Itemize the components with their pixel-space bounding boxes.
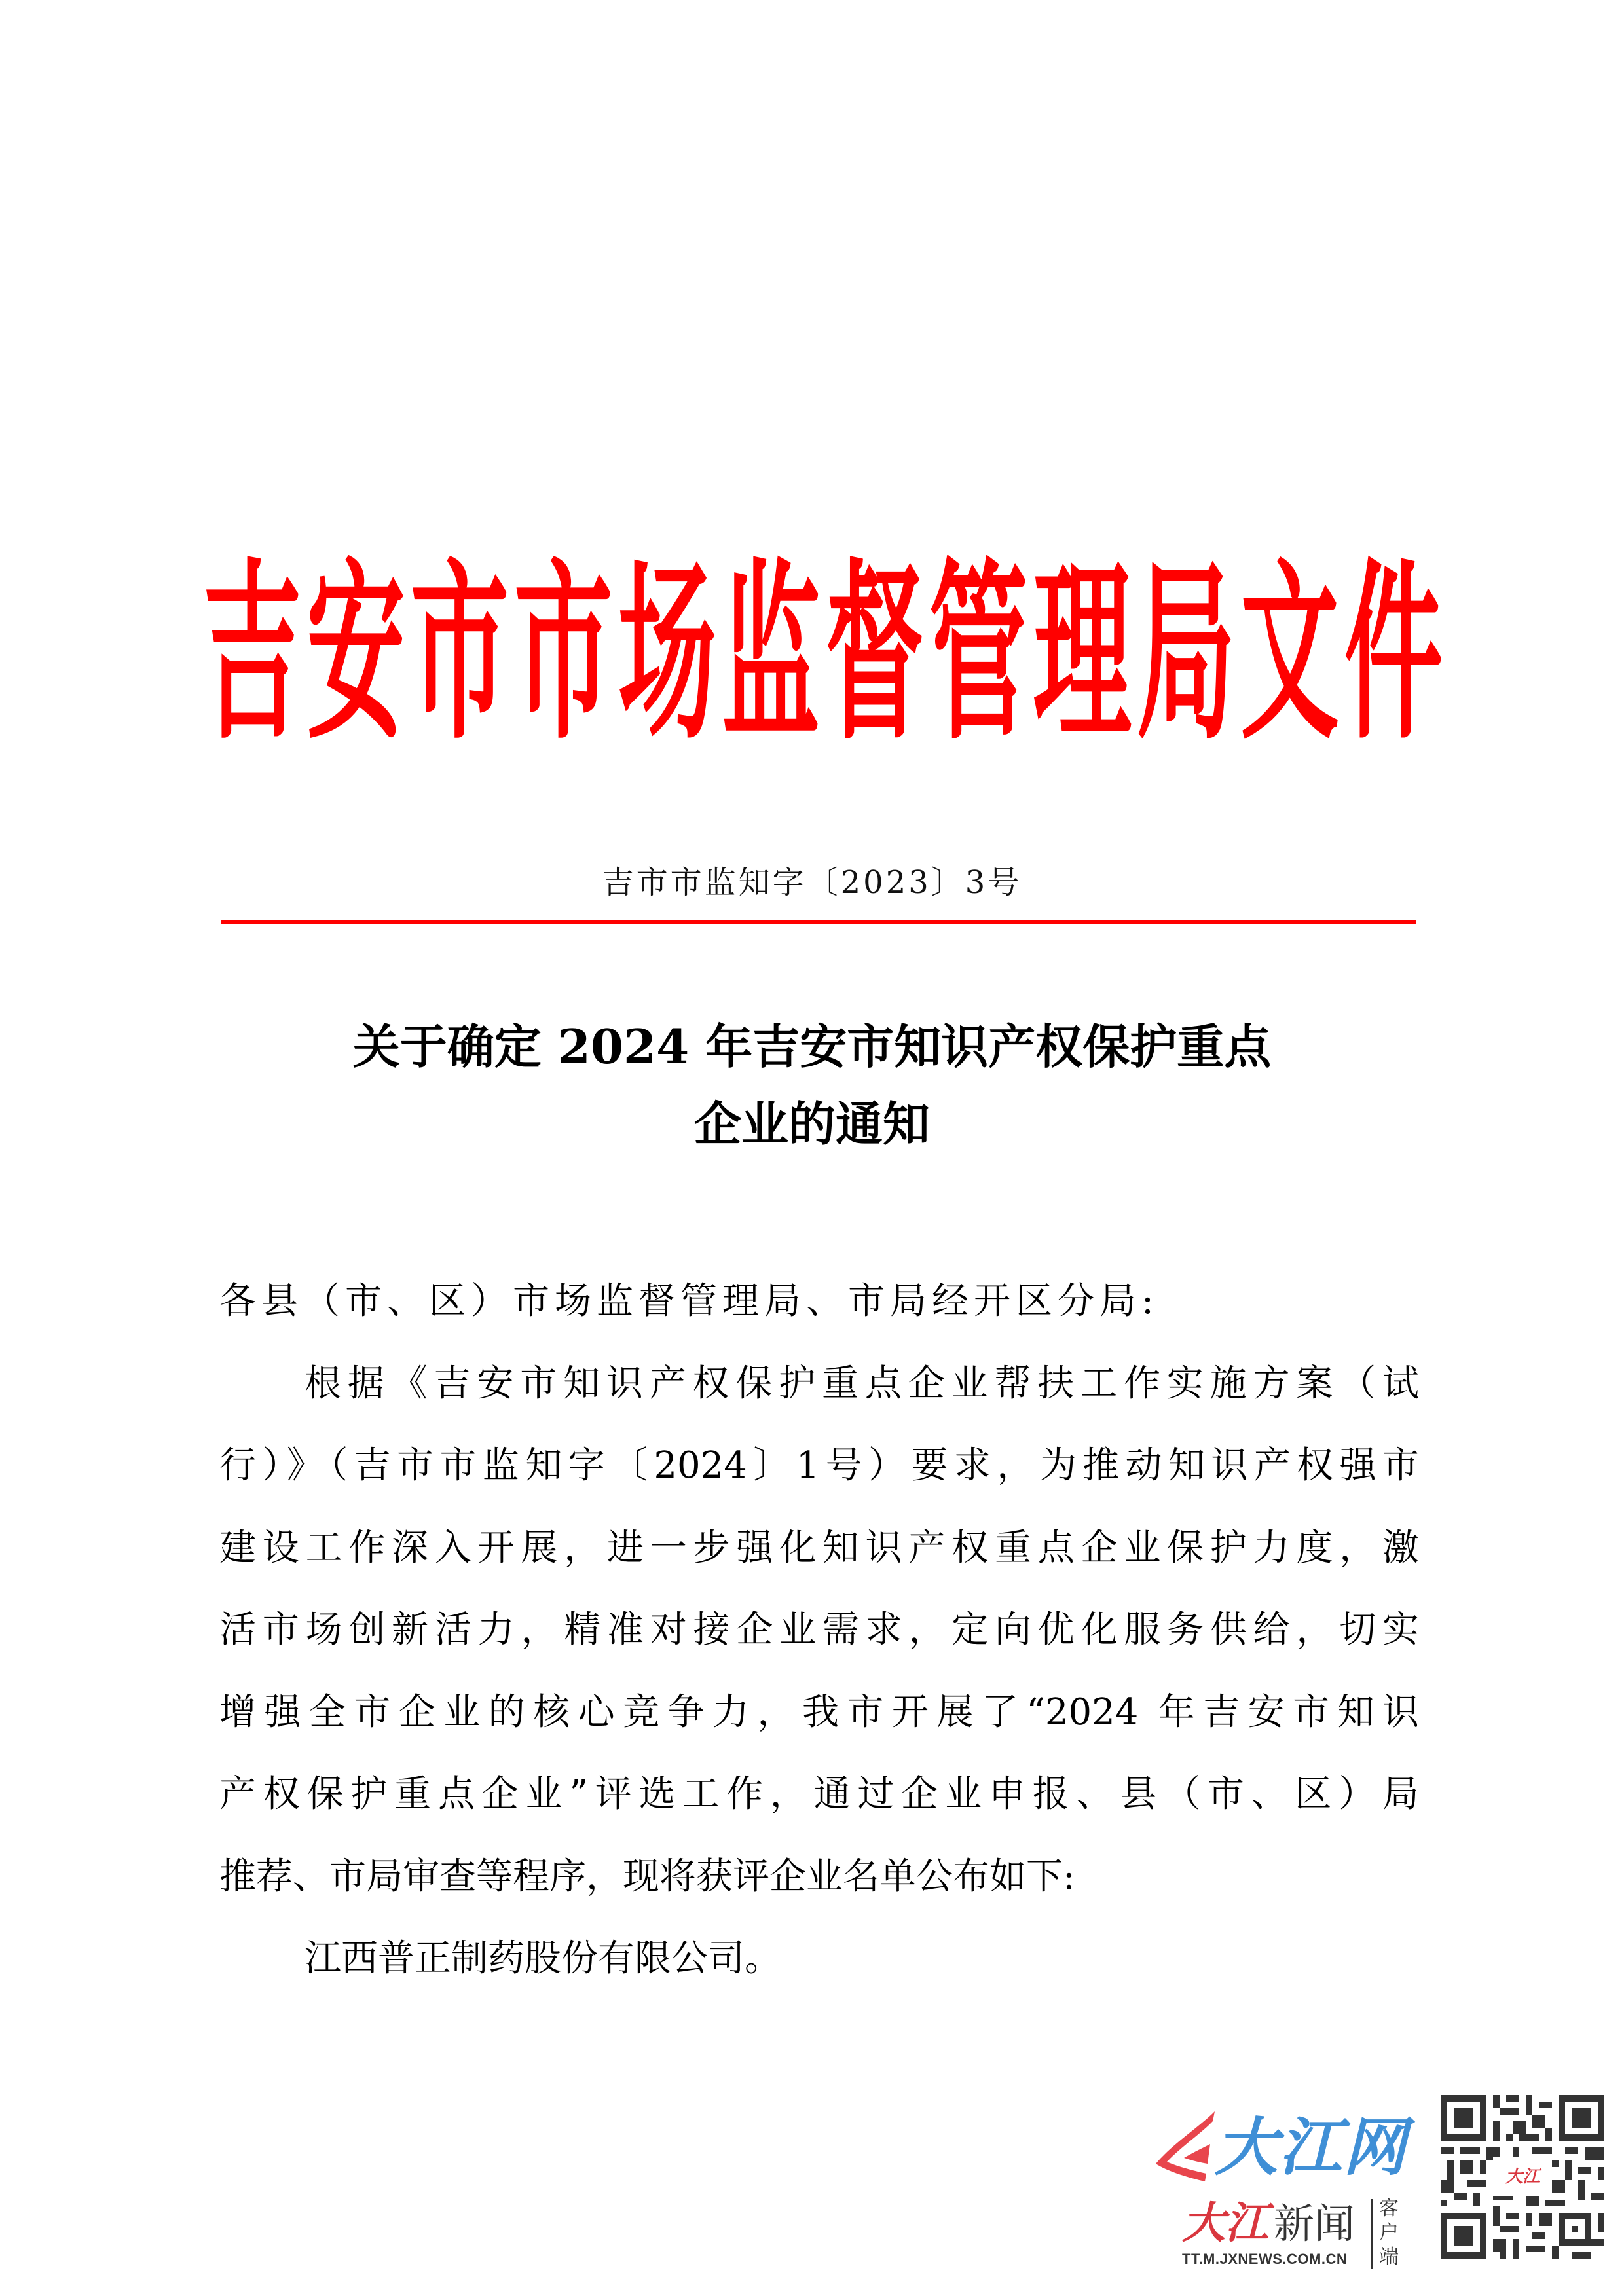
issuer-char: 市: [514, 543, 613, 766]
document-title: [0, 1008, 1624, 1163]
swoosh-logo-icon: [1153, 2108, 1218, 2187]
issuer-char: 理: [1033, 543, 1132, 766]
issuer-char: 安: [306, 543, 405, 766]
news-watermark: [1133, 2095, 1617, 2291]
dajiang-wang-text: 大江网: [1215, 2110, 1407, 2184]
issuer-char: 监: [722, 543, 821, 766]
paragraph-line: 根据《吉安市知识产权保护重点企业帮扶工作实施方案（试: [304, 1362, 1419, 1405]
title-line-1: 关于确定 2024 年吉安市知识产权保护重点: [352, 1019, 1272, 1074]
news-text: 新闻: [1274, 2200, 1356, 2248]
client-label: [1377, 2196, 1401, 2269]
paragraph-line: 行）》（吉市市监知字〔2024〕1号）要求，为推动知识产权强市: [219, 1444, 1419, 1487]
issuer-char: 吉: [203, 543, 302, 766]
red-divider-rule: [221, 920, 1416, 924]
logo-divider: [1371, 2199, 1373, 2269]
client-label-char: 端: [1379, 2246, 1399, 2269]
paragraph-line: 增强全市企业的核心竞争力，我市开展了“2024 年吉安市知识: [219, 1690, 1419, 1734]
news-url: TT.M.JXNEWS.COM.CN: [1182, 2251, 1348, 2267]
qr-center-logo: 大江: [1493, 2157, 1552, 2196]
issuer-char: 管: [929, 543, 1028, 766]
paragraph-line: 活市场创新活力，精准对接企业需求，定向优化服务供给，切实: [219, 1609, 1419, 1651]
paragraph-line: 推荐、市局审查等程序，现将获评企业名单公布如下:: [219, 1855, 1075, 1898]
issuer-char: 局: [1137, 543, 1236, 766]
issuer-char: 督: [825, 543, 924, 766]
document-number: 吉市市监知字〔2023〕3号: [602, 864, 1022, 901]
issuer-char: 文: [1240, 543, 1339, 766]
salutation: 各县（市、区）市场监督管理局、市局经开区分局:: [219, 1280, 1159, 1322]
title-line-2: 企业的通知: [693, 1096, 930, 1152]
dajiang-news-client-logo: [1182, 2196, 1444, 2275]
client-label-char: 户: [1379, 2221, 1399, 2244]
issuer-char: 件: [1344, 543, 1443, 766]
issuer-header: [203, 543, 1443, 766]
dajiang-brand-text: 大江: [1182, 2197, 1268, 2248]
awarded-company: 江西普正制药股份有限公司。: [304, 1937, 781, 1980]
client-label-char: 客: [1379, 2197, 1399, 2220]
dajiang-wang-logo: [1153, 2108, 1428, 2187]
qr-code-icon: [1441, 2095, 1604, 2259]
paragraph-line: 建设工作深入开展，进一步强化知识产权重点企业保护力度，激: [219, 1526, 1419, 1569]
paragraph-line: 产权保护重点企业”评选工作，通过企业申报、县（市、区）局: [219, 1773, 1419, 1815]
issuer-char: 市: [410, 543, 509, 766]
document-body: [219, 1260, 1419, 2000]
issuer-char: 场: [618, 543, 716, 766]
